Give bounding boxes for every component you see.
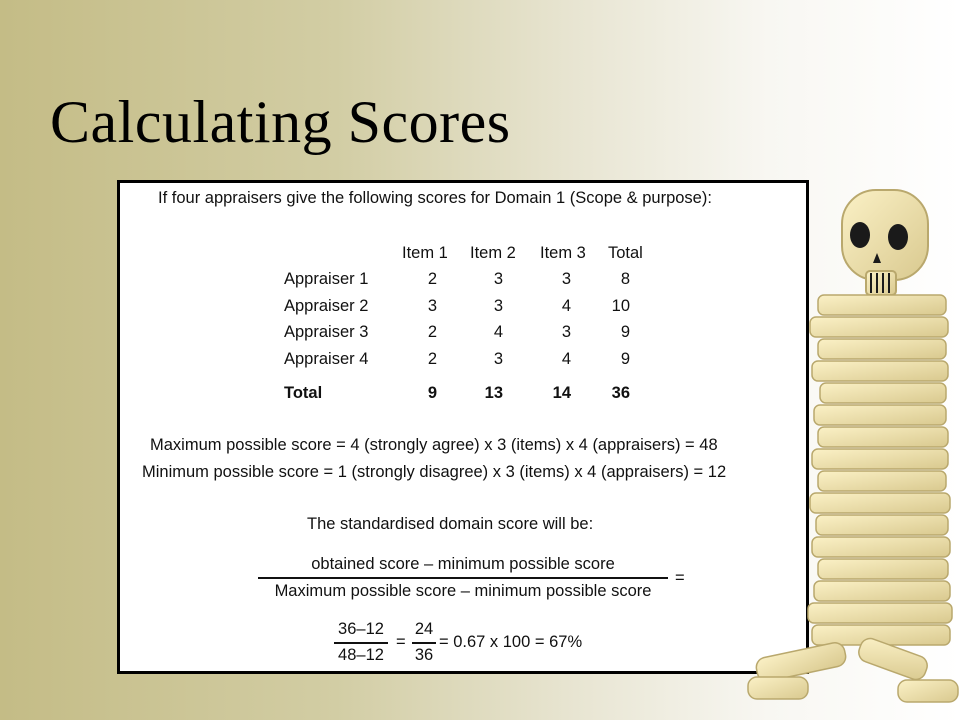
calc-frac2-bar — [412, 642, 436, 644]
formula-denominator: Maximum possible score – minimum possible score — [274, 582, 652, 600]
total-cell: 36 — [611, 384, 630, 402]
table-cell: 3 — [561, 323, 571, 341]
table-cell: 4 — [561, 297, 571, 315]
row-label-appraiser-2: Appraiser 2 — [284, 297, 369, 315]
col-header-item-1: Item 1 — [402, 244, 448, 262]
intro-text: If four appraisers give the following scores for Domain 1 (Scope & purpose): — [158, 189, 712, 207]
table-cell: 4 — [493, 323, 503, 341]
table-cell: 3 — [561, 270, 571, 288]
col-header-total: Total — [608, 244, 643, 262]
table-cell: 3 — [427, 297, 437, 315]
table-cell: 8 — [620, 270, 630, 288]
col-header-item-3: Item 3 — [540, 244, 586, 262]
table-cell: 2 — [427, 323, 437, 341]
formula-fraction-bar — [258, 577, 668, 579]
skull-icon — [842, 190, 928, 295]
table-cell: 4 — [561, 350, 571, 368]
col-header-item-2: Item 2 — [470, 244, 516, 262]
table-cell: 9 — [620, 323, 630, 341]
total-cell: 13 — [484, 384, 503, 402]
total-cell: 14 — [552, 384, 571, 402]
max-score-line: Maximum possible score = 4 (strongly agree) x 3 (items) x 4 (appraisers) = 48 — [150, 436, 718, 454]
wooden-skeleton-illustration — [738, 185, 960, 720]
table-cell: 3 — [493, 297, 503, 315]
total-cell: 9 — [427, 384, 437, 402]
calc-result: = 0.67 x 100 = 67% — [439, 633, 583, 651]
table-cell: 2 — [427, 350, 437, 368]
formula-equals: = — [675, 569, 685, 587]
calc-equals-1: = — [396, 633, 406, 651]
min-score-line: Minimum possible score = 1 (strongly disagree) x 3 (items) x 4 (appraisers) = 12 — [142, 463, 727, 481]
table-cell: 10 — [611, 297, 630, 315]
bone-tower-icon — [748, 295, 958, 702]
scores-panel — [117, 180, 809, 674]
calc-frac2-numerator: 24 — [414, 620, 434, 638]
table-cell: 3 — [493, 270, 503, 288]
row-label-appraiser-3: Appraiser 3 — [284, 323, 369, 341]
calc-frac1-bar — [334, 642, 388, 644]
row-label-appraiser-4: Appraiser 4 — [284, 350, 369, 368]
calc-frac1-denominator: 48–12 — [338, 646, 384, 664]
calc-frac2-denominator: 36 — [414, 646, 434, 664]
calc-frac1-numerator: 36–12 — [338, 620, 384, 638]
table-cell: 9 — [620, 350, 630, 368]
formula-numerator: obtained score – minimum possible score — [311, 555, 615, 573]
row-label-total: Total — [284, 384, 323, 402]
row-label-appraiser-1: Appraiser 1 — [284, 270, 369, 288]
standardised-heading: The standardised domain score will be: — [307, 515, 594, 533]
slide-title: Calculating Scores — [50, 89, 511, 155]
table-cell: 3 — [493, 350, 503, 368]
table-cell: 2 — [427, 270, 437, 288]
